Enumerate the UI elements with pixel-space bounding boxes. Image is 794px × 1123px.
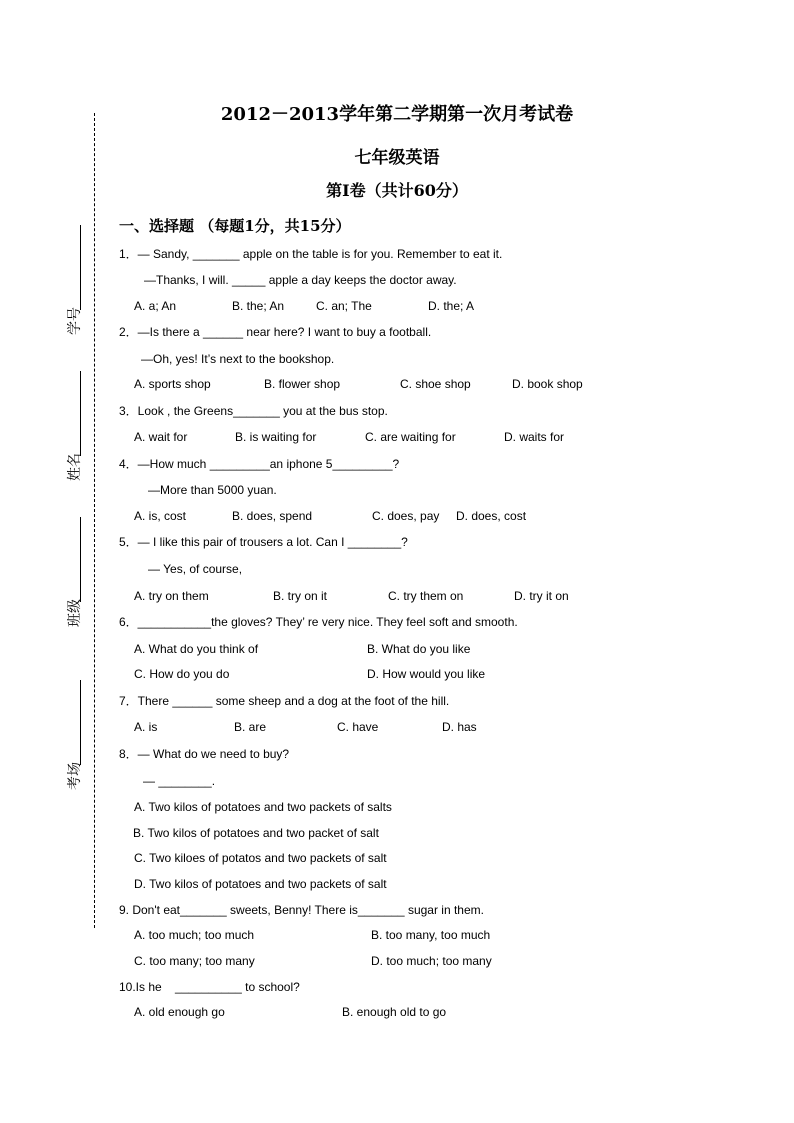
exam-part: 第Ⅰ卷（共计60分）	[326, 181, 468, 200]
question-6-stem: 6．___________the gloves? They’ re very nice. They feel soft and smooth.	[119, 615, 518, 629]
question-7-option-c: C. have	[337, 720, 379, 734]
question-5-option-c: C. try them on	[388, 589, 464, 603]
question-5-stem: 5．— I like this pair of trousers a lot. Can I ________?	[119, 535, 408, 549]
question-10-stem: 10.Is he __________ to school?	[119, 980, 300, 994]
question-6-option-c: C. How do you do	[134, 667, 230, 681]
question-8-option-d: D. Two kilos of potatoes and two packets of salt	[134, 877, 387, 891]
question-8-reply: — ________.	[143, 774, 216, 788]
question-2-reply: —Oh, yes! It’s next to the bookshop.	[141, 352, 335, 366]
question-5-option-d: D. try it on	[514, 589, 569, 603]
question-4-option-c: C. does, pay	[372, 509, 440, 523]
question-10-option-a: A. old enough go	[134, 1005, 225, 1019]
question-3-option-c: C. are waiting for	[365, 430, 456, 444]
question-8-option-c: C. Two kiloes of potatos and two packets of salt	[134, 851, 387, 865]
question-7-option-b: B. are	[234, 720, 267, 734]
question-9-stem: 9. Don't eat_______ sweets, Benny! There is_______ sugar in them.	[119, 903, 484, 917]
question-3-stem: 3．Look , the Greens_______ you at the bus stop.	[119, 404, 388, 418]
question-5-option-b: B. try on it	[273, 589, 328, 603]
question-6-option-d: D. How would you like	[367, 667, 486, 681]
question-7-option-d: D. has	[442, 720, 477, 734]
exam-subject: 七年级英语	[354, 148, 440, 168]
question-8-stem: 8．— What do we need to buy?	[119, 747, 290, 761]
section-heading: 一、选择题 （每题1分，共15分）	[119, 217, 351, 235]
question-8-option-b: B. Two kilos of potatoes and two packet of salt	[133, 826, 379, 840]
name-label: 姓名	[66, 453, 82, 481]
question-1-stem: 1．— Sandy, _______ apple on the table is for you. Remember to eat it.	[119, 247, 503, 261]
question-2-option-d: D. book shop	[512, 377, 583, 391]
student-id-label: 学号	[66, 307, 82, 335]
question-2-option-c: C. shoe shop	[400, 377, 471, 391]
class-label: 班级	[66, 599, 82, 627]
student-id-field	[58, 225, 94, 345]
question-4-reply: —More than 5000 yuan.	[148, 483, 277, 497]
question-4-option-a: A. is, cost	[134, 509, 187, 523]
question-4-option-b: B. does, spend	[232, 509, 313, 523]
question-6-option-a: A. What do you think of	[134, 642, 259, 656]
class-field	[58, 517, 94, 637]
question-1-option-b: B. the; An	[232, 299, 285, 313]
question-9-option-d: D. too much; too many	[371, 954, 492, 968]
question-7-stem: 7．There ______ some sheep and a dog at the foot of the hill.	[119, 694, 450, 708]
question-7-option-a: A. is	[134, 720, 158, 734]
question-2-option-a: A. sports shop	[134, 377, 211, 391]
question-3-option-d: D. waits for	[504, 430, 565, 444]
question-1-option-c: C. an; The	[316, 299, 372, 313]
question-5-option-a: A. try on them	[134, 589, 209, 603]
question-9-option-b: B. too many, too much	[371, 928, 491, 942]
exam-room-field	[58, 680, 94, 800]
question-6-option-b: B. What do you like	[367, 642, 471, 656]
name-field	[58, 371, 94, 491]
exam-title: 2012－2013学年第二学期第一次月考试卷	[220, 104, 574, 125]
question-2-stem: 2．—Is there a ______ near here? I want to buy a football.	[119, 325, 432, 339]
binding-line	[94, 113, 95, 928]
question-4-option-d: D. does, cost	[456, 509, 527, 523]
question-2-option-b: B. flower shop	[264, 377, 341, 391]
question-8-option-a: A. Two kilos of potatoes and two packets of salts	[134, 800, 392, 814]
question-10-option-b: B. enough old to go	[342, 1005, 447, 1019]
question-9-option-c: C. too many; too many	[134, 954, 255, 968]
question-1-option-d: D. the; A	[428, 299, 475, 313]
question-3-option-a: A. wait for	[134, 430, 188, 444]
question-9-option-a: A. too much; too much	[134, 928, 255, 942]
question-5-reply: — Yes, of course,	[148, 562, 243, 576]
question-4-stem: 4．—How much _________an iphone 5_________?	[119, 457, 400, 471]
exam-room-label: 考场	[66, 762, 82, 790]
question-1-option-a: A. a; An	[134, 299, 177, 313]
question-1-reply: —Thanks, I will. _____ apple a day keeps the doctor away.	[144, 273, 457, 287]
question-3-option-b: B. is waiting for	[235, 430, 317, 444]
